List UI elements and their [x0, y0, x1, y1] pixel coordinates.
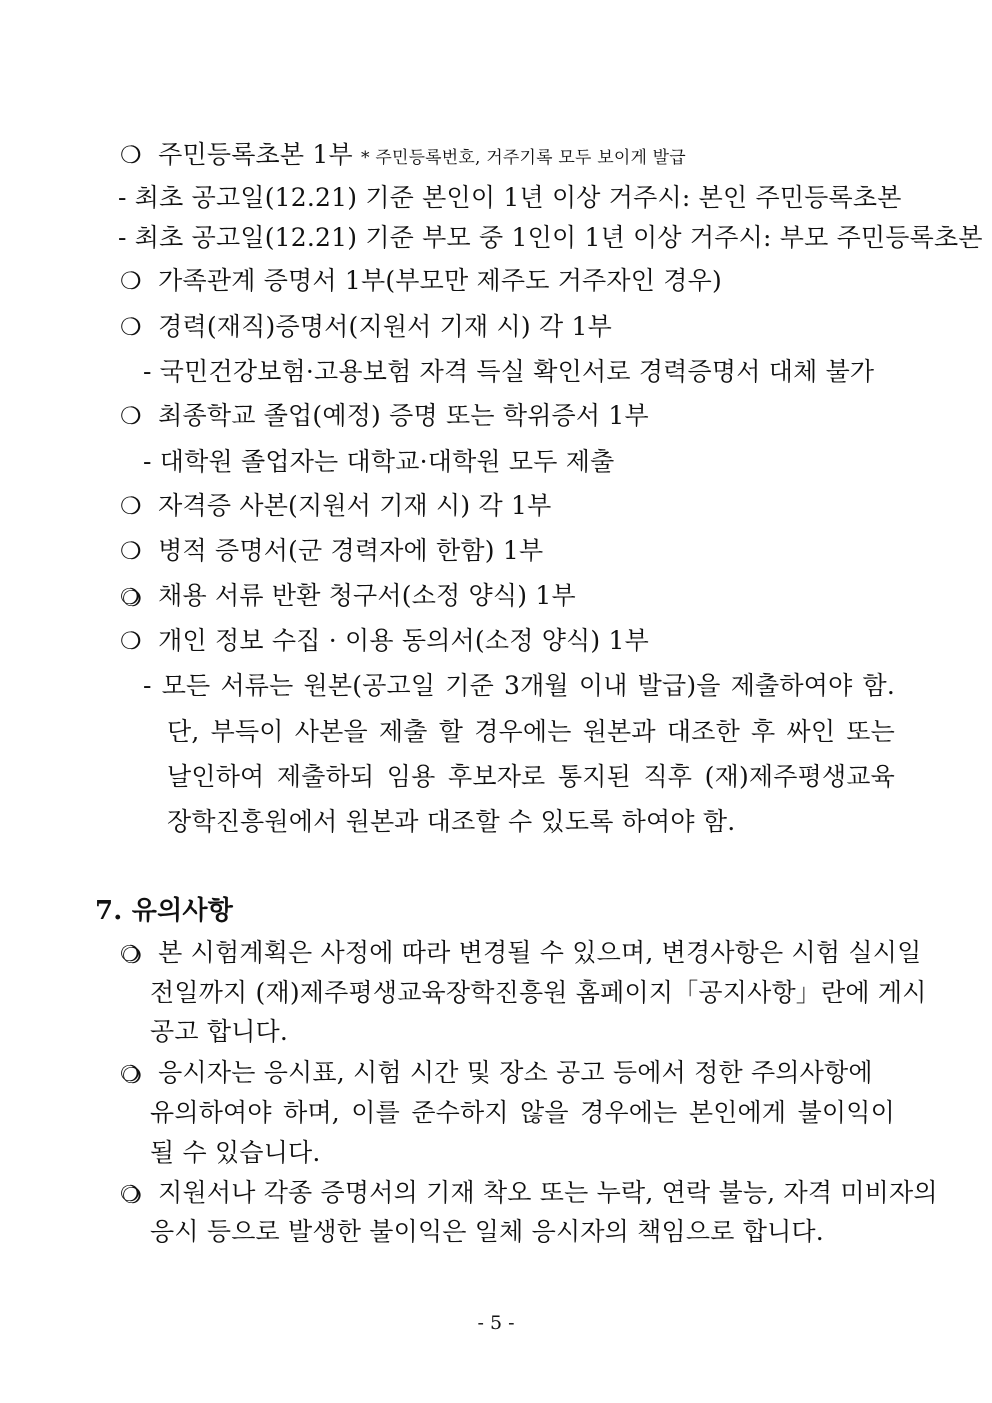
- paragraph-line: 전일까지 (재)제주평생교육장학진흥원 홈페이지「공지사항」란에 게시: [150, 978, 927, 1007]
- item-text: 경력(재직)증명서(지원서 기재 시) 각 1부: [158, 312, 612, 341]
- list-item: [120, 140, 686, 173]
- list-subitem: - 국민건강보험·고용보험 자격 득실 확인서로 경력증명서 대체 불가: [143, 357, 875, 386]
- list-subitem: - 모든 서류는 원본(공고일 기준 3개월 이내 발급)을 제출하여야 함.: [143, 671, 895, 700]
- paragraph-line: 유의하여야 하며, 이를 준수하지 않을 경우에는 본인에게 불이익이: [150, 1098, 895, 1127]
- bullet-icon: ❍: [120, 141, 142, 169]
- list-subitem: - 최초 공고일(12.21) 기준 본인이 1년 이상 거주시: 본인 주민등록초본: [118, 183, 902, 212]
- item-text: 응시자는 응시표, 시험 시간 및 장소 공고 등에서 정한 주의사항에: [158, 1058, 873, 1087]
- item-text: 병적 증명서(군 경력자에 한함) 1부: [158, 536, 544, 565]
- list-item: [120, 581, 576, 613]
- bullet-icon: ❍: [120, 402, 142, 430]
- bullet-icon: ❍: [120, 313, 142, 341]
- bullet-icon: ❍: [120, 1062, 140, 1087]
- bullet-icon: ❍: [120, 585, 140, 610]
- bullet-icon: ❍: [120, 627, 142, 655]
- bullet-icon: ❍: [120, 492, 142, 520]
- list-item: [120, 536, 543, 566]
- item-note: * 주민등록번호, 거주기록 모두 보이게 발급: [361, 148, 686, 168]
- list-item: [120, 626, 649, 656]
- item-text: 개인 정보 수집 · 이용 동의서(소정 양식) 1부: [158, 626, 649, 655]
- list-subitem: - 최초 공고일(12.21) 기준 부모 중 1인이 1년 이상 거주시: 부모 주민등록초본: [118, 223, 983, 252]
- list-item: [120, 401, 649, 431]
- list-item: [120, 938, 922, 970]
- list-subitem: - 대학원 졸업자는 대학교·대학원 모두 제출: [143, 447, 615, 476]
- section-heading: 7. 유의사항: [95, 896, 234, 926]
- list-item: [120, 312, 612, 342]
- paragraph-line: 응시 등으로 발생한 불이익은 일체 응시자의 책임으로 합니다.: [150, 1217, 824, 1246]
- bullet-icon: ❍: [120, 1182, 140, 1207]
- paragraph-line: 장학진흥원에서 원본과 대조할 수 있도록 하여야 함.: [167, 807, 736, 836]
- bullet-icon: ❍: [120, 942, 140, 967]
- list-item: [120, 1178, 938, 1210]
- item-text: 자격증 사본(지원서 기재 시) 각 1부: [158, 491, 552, 520]
- paragraph-line: 날인하여 제출하되 임용 후보자로 통지된 직후 (재)제주평생교육: [167, 762, 895, 791]
- page-number: - 5 -: [477, 1312, 515, 1334]
- item-text: 본 시험계획은 사정에 따라 변경될 수 있으며, 변경사항은 시험 실시일: [158, 938, 922, 967]
- bullet-icon: ❍: [120, 267, 142, 295]
- paragraph-line: 단, 부득이 사본을 제출 할 경우에는 원본과 대조한 후 싸인 또는: [167, 717, 895, 746]
- list-item: [120, 266, 722, 296]
- item-text: 지원서나 각종 증명서의 기재 착오 또는 누락, 연락 불능, 자격 미비자의: [158, 1178, 938, 1207]
- list-item: [120, 491, 551, 521]
- list-item: [120, 1058, 895, 1090]
- paragraph-line: 공고 합니다.: [150, 1017, 289, 1046]
- paragraph-line: 될 수 있습니다.: [150, 1138, 321, 1167]
- item-text: 채용 서류 반환 청구서(소정 양식) 1부: [158, 581, 576, 610]
- item-text: 최종학교 졸업(예정) 증명 또는 학위증서 1부: [158, 401, 649, 430]
- bullet-icon: ❍: [120, 537, 142, 565]
- item-text: 가족관계 증명서 1부(부모만 제주도 거주자인 경우): [158, 266, 722, 295]
- item-text: 주민등록초본 1부: [158, 140, 353, 169]
